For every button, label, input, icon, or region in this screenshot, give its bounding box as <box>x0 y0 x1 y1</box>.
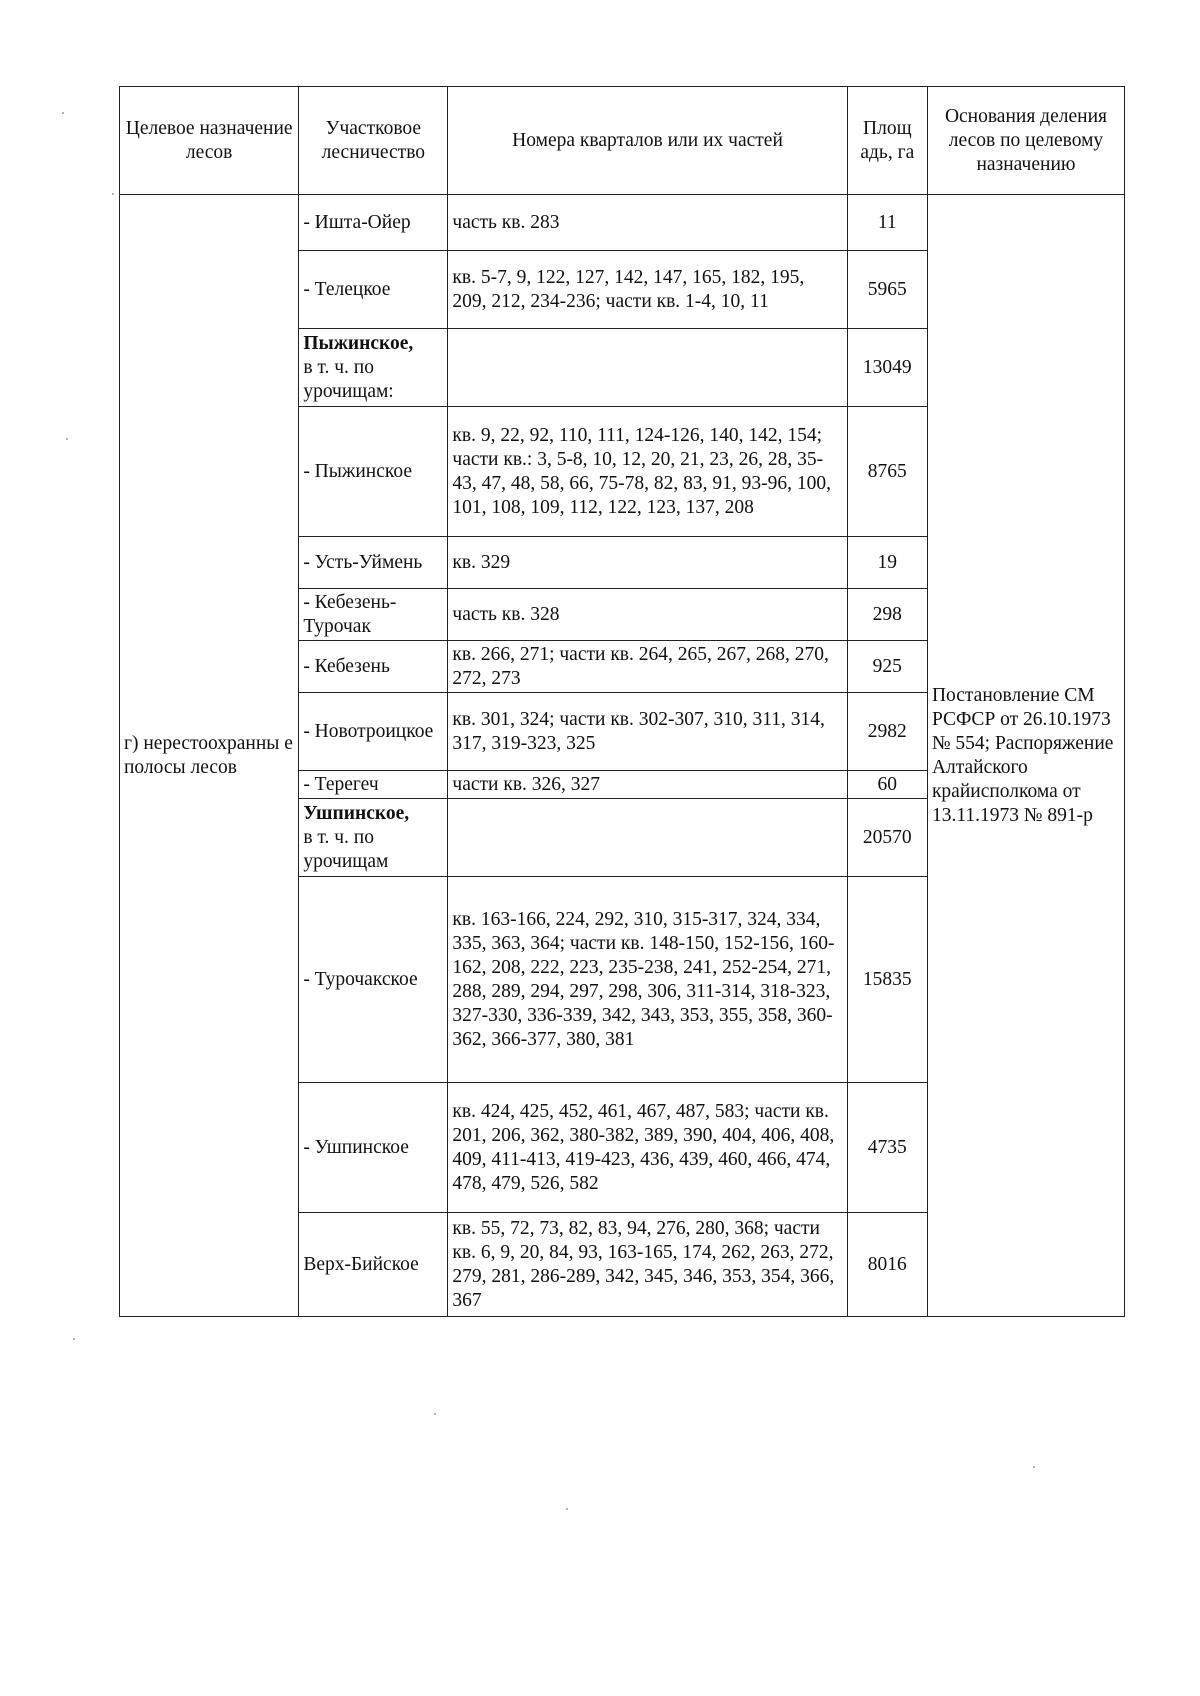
area-cell: 925 <box>847 641 927 693</box>
area-cell: 15835 <box>847 877 927 1083</box>
quarters-cell: кв. 5-7, 9, 122, 127, 142, 147, 165, 182, 195, 209, 212, 234-236; части кв. 1-4, 10, 11 <box>448 251 847 329</box>
header-purpose: Целевое назначение лесов <box>120 87 299 195</box>
quarters-cell: кв. 266, 271; части кв. 264, 265, 267, 268, 270, 272, 273 <box>448 641 847 693</box>
forestry-cell: - Турочакское <box>299 877 448 1083</box>
forestry-cell: - Усть-Уймень <box>299 537 448 589</box>
scan-speck <box>434 1413 436 1415</box>
quarters-cell: кв. 9, 22, 92, 110, 111, 124-126, 140, 142, 154; части кв.: 3, 5-8, 10, 12, 20, 21, 23, 26, 28, 35-43, 47, 48, 58, 66, 75-78, 82, 83, 91, 93-96, 100, 101, 108, 109, 112, 122, 123, 137, 208 <box>448 407 847 537</box>
table-header-row <box>120 87 1125 195</box>
forestry-cell: - Телецкое <box>299 251 448 329</box>
forestry-cell: - Ушпинское <box>299 1083 448 1213</box>
quarters-cell: кв. 329 <box>448 537 847 589</box>
area-cell: 8016 <box>847 1213 927 1317</box>
area-cell: 5965 <box>847 251 927 329</box>
quarters-cell: части кв. 326, 327 <box>448 771 847 799</box>
area-cell: 2982 <box>847 693 927 771</box>
scan-speck <box>66 438 68 440</box>
header-area: Площ адь, га <box>847 87 927 195</box>
quarters-cell: кв. 424, 425, 452, 461, 467, 487, 583; части кв. 201, 206, 362, 380-382, 389, 390, 404, 406, 408, 409, 411-413, 419-423, 436, 439, 460, 466, 474, 478, 479, 526, 582 <box>448 1083 847 1213</box>
area-cell: 8765 <box>847 407 927 537</box>
area-cell: 20570 <box>847 799 927 877</box>
header-basis: Основания деления лесов по целевому назначению <box>927 87 1124 195</box>
basis-cell: Постановление СМ РСФСР от 26.10.1973 № 554; Распоряжение Алтайского крайисполкома от 13.11.1973 № 891-р <box>927 195 1124 1317</box>
forestry-cell: - Ишта-Ойер <box>299 195 448 251</box>
scan-speck <box>566 1508 568 1510</box>
forestry-cell: - Новотроицкое <box>299 693 448 771</box>
table-row <box>120 195 1125 251</box>
forestry-cell <box>299 799 448 877</box>
scan-speck <box>1033 1466 1035 1468</box>
header-forestry: Участковое лесничество <box>299 87 448 195</box>
quarters-cell: кв. 55, 72, 73, 82, 83, 94, 276, 280, 368; части кв. 6, 9, 20, 84, 93, 163-165, 174, 262, 263, 272, 279, 281, 286-289, 342, 345, 346, 353, 354, 366, 367 <box>448 1213 847 1317</box>
quarters-cell <box>448 329 847 407</box>
forestry-cell: - Кебезень-Турочак <box>299 589 448 641</box>
forestry-name-bold: Пыжинское, <box>303 332 414 354</box>
area-cell: 298 <box>847 589 927 641</box>
forestry-cell: - Пыжинское <box>299 407 448 537</box>
forestry-name-bold: Ушпинское, <box>303 802 410 824</box>
quarters-cell: часть кв. 328 <box>448 589 847 641</box>
purpose-cell: г) нерестоохранны е полосы лесов <box>120 195 299 1317</box>
area-cell: 13049 <box>847 329 927 407</box>
scan-speck <box>73 1338 75 1340</box>
area-cell: 11 <box>847 195 927 251</box>
forestry-cell: Верх-Бийское <box>299 1213 448 1317</box>
forestry-note: в т. ч. по урочищам: <box>303 356 394 402</box>
forestry-cell: - Терегеч <box>299 771 448 799</box>
forestry-note: в т. ч. по урочищам <box>303 826 389 872</box>
scan-speck <box>112 193 114 195</box>
header-quarters: Номера кварталов или их частей <box>448 87 847 195</box>
quarters-cell: кв. 301, 324; части кв. 302-307, 310, 311, 314, 317, 319-323, 325 <box>448 693 847 771</box>
scan-speck <box>62 112 64 114</box>
forestry-cell <box>299 329 448 407</box>
forestry-cell: - Кебезень <box>299 641 448 693</box>
area-cell: 4735 <box>847 1083 927 1213</box>
quarters-cell: часть кв. 283 <box>448 195 847 251</box>
quarters-cell <box>448 799 847 877</box>
area-cell: 19 <box>847 537 927 589</box>
area-cell: 60 <box>847 771 927 799</box>
quarters-cell: кв. 163-166, 224, 292, 310, 315-317, 324, 334, 335, 363, 364; части кв. 148-150, 152-156, 160-162, 208, 222, 223, 235-238, 241, 252-254, 271, 288, 289, 294, 297, 298, 306, 311-314, 318-323, 327-330, 336-339, 342, 343, 353, 355, 358, 360-362, 366-377, 380, 381 <box>448 877 847 1083</box>
forest-purpose-table <box>119 86 1125 1317</box>
